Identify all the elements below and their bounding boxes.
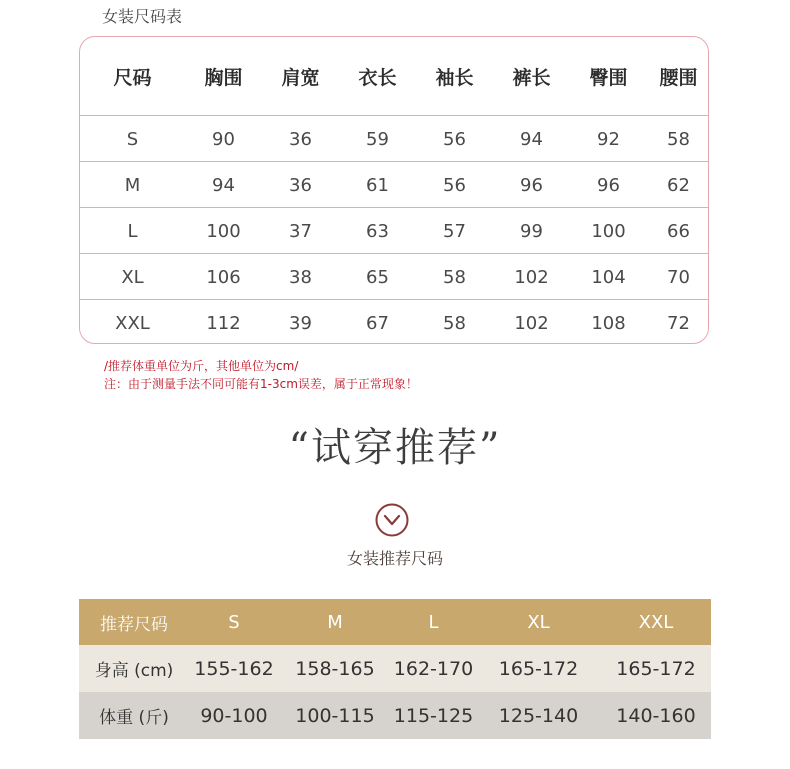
weight-s: 90-100 bbox=[200, 704, 268, 727]
cell-sleeve: 58 bbox=[443, 312, 466, 334]
cell-sleeve: 58 bbox=[443, 266, 466, 288]
cell-pants-length: 102 bbox=[514, 266, 549, 288]
size-chart-header-row bbox=[80, 37, 708, 115]
cell-chest: 94 bbox=[212, 174, 235, 196]
header-shoulder: 肩宽 bbox=[281, 66, 320, 89]
table-row bbox=[80, 208, 708, 254]
height-m: 158-165 bbox=[295, 657, 375, 680]
recommendation-header-row bbox=[79, 599, 711, 645]
cell-pants-length: 96 bbox=[520, 174, 543, 196]
weight-unit-note: /推荐体重单位为斤，其他单位为cm/ bbox=[104, 359, 299, 373]
cell-waist: 72 bbox=[667, 312, 690, 334]
cell-pants-length: 99 bbox=[520, 220, 543, 242]
cell-pants-length: 102 bbox=[514, 312, 549, 334]
header-chest: 胸围 bbox=[204, 66, 243, 89]
table-row bbox=[80, 162, 708, 208]
cell-waist: 66 bbox=[667, 220, 690, 242]
table-row bbox=[80, 300, 708, 344]
header-xl: XL bbox=[527, 611, 550, 633]
header-sleeve: 袖长 bbox=[435, 66, 474, 89]
weight-xl: 125-140 bbox=[498, 704, 579, 727]
cell-length: 67 bbox=[366, 312, 389, 334]
cell-size: S bbox=[126, 128, 139, 150]
header-xxl: XXL bbox=[638, 611, 674, 633]
cell-chest: 112 bbox=[206, 312, 241, 334]
cell-waist: 70 bbox=[667, 266, 690, 288]
cell-length: 61 bbox=[366, 174, 389, 196]
header-recommend-size: 推荐尺码 bbox=[100, 614, 168, 635]
cell-size: M bbox=[124, 174, 141, 196]
measurement-error-note: 注：由于测量手法不同可能有1-3cm误差，属于正常现象！ bbox=[104, 377, 418, 391]
cell-hip: 100 bbox=[591, 220, 626, 242]
cell-hip: 92 bbox=[597, 128, 620, 150]
cell-size: XXL bbox=[115, 312, 150, 334]
cell-length: 65 bbox=[366, 266, 389, 288]
cell-sleeve: 56 bbox=[443, 128, 466, 150]
recommend-size-subtitle: 女装推荐尺码 bbox=[346, 549, 443, 568]
cell-chest: 90 bbox=[212, 128, 235, 150]
height-s: 155-162 bbox=[194, 657, 274, 680]
recommendation-table bbox=[79, 599, 711, 739]
cell-sleeve: 57 bbox=[443, 220, 466, 242]
header-pants-length: 裤长 bbox=[512, 66, 551, 89]
height-xl: 165-172 bbox=[498, 657, 579, 680]
table-row bbox=[80, 254, 708, 300]
header-length: 衣长 bbox=[358, 66, 397, 89]
height-l: 162-170 bbox=[393, 657, 474, 680]
cell-pants-length: 94 bbox=[520, 128, 543, 150]
header-waist: 腰围 bbox=[659, 66, 698, 89]
cell-shoulder: 38 bbox=[289, 266, 312, 288]
header-hip: 臀围 bbox=[589, 66, 628, 89]
height-label: 身高 (cm) bbox=[94, 661, 174, 681]
cell-size: L bbox=[127, 220, 138, 242]
cell-chest: 100 bbox=[206, 220, 241, 242]
weight-m: 100-115 bbox=[295, 704, 375, 727]
cell-size: XL bbox=[121, 266, 144, 288]
table-row bbox=[80, 116, 708, 162]
chevron-down-circle-icon bbox=[375, 503, 409, 537]
cell-shoulder: 36 bbox=[289, 128, 312, 150]
height-row bbox=[79, 645, 711, 692]
weight-label: 体重 (斤) bbox=[99, 708, 169, 728]
header-l: L bbox=[428, 611, 439, 633]
cell-waist: 58 bbox=[667, 128, 690, 150]
header-m: M bbox=[327, 611, 343, 633]
cell-hip: 104 bbox=[591, 266, 626, 288]
height-xxl: 165-172 bbox=[616, 657, 696, 680]
weight-l: 115-125 bbox=[393, 704, 474, 727]
header-s: S bbox=[228, 611, 240, 633]
cell-hip: 108 bbox=[591, 312, 626, 334]
cell-shoulder: 37 bbox=[289, 220, 312, 242]
cell-shoulder: 39 bbox=[289, 312, 312, 334]
weight-xxl: 140-160 bbox=[616, 704, 696, 727]
cell-waist: 62 bbox=[667, 174, 690, 196]
try-on-title: “试穿推荐” bbox=[288, 425, 502, 471]
cell-chest: 106 bbox=[206, 266, 241, 288]
cell-length: 59 bbox=[366, 128, 389, 150]
header-size: 尺码 bbox=[113, 66, 152, 89]
size-chart-table bbox=[79, 36, 709, 344]
cell-hip: 96 bbox=[597, 174, 620, 196]
weight-row bbox=[79, 692, 711, 739]
cell-shoulder: 36 bbox=[289, 174, 312, 196]
size-chart-title: 女装尺码表 bbox=[102, 7, 183, 26]
cell-sleeve: 56 bbox=[443, 174, 466, 196]
cell-length: 63 bbox=[366, 220, 389, 242]
